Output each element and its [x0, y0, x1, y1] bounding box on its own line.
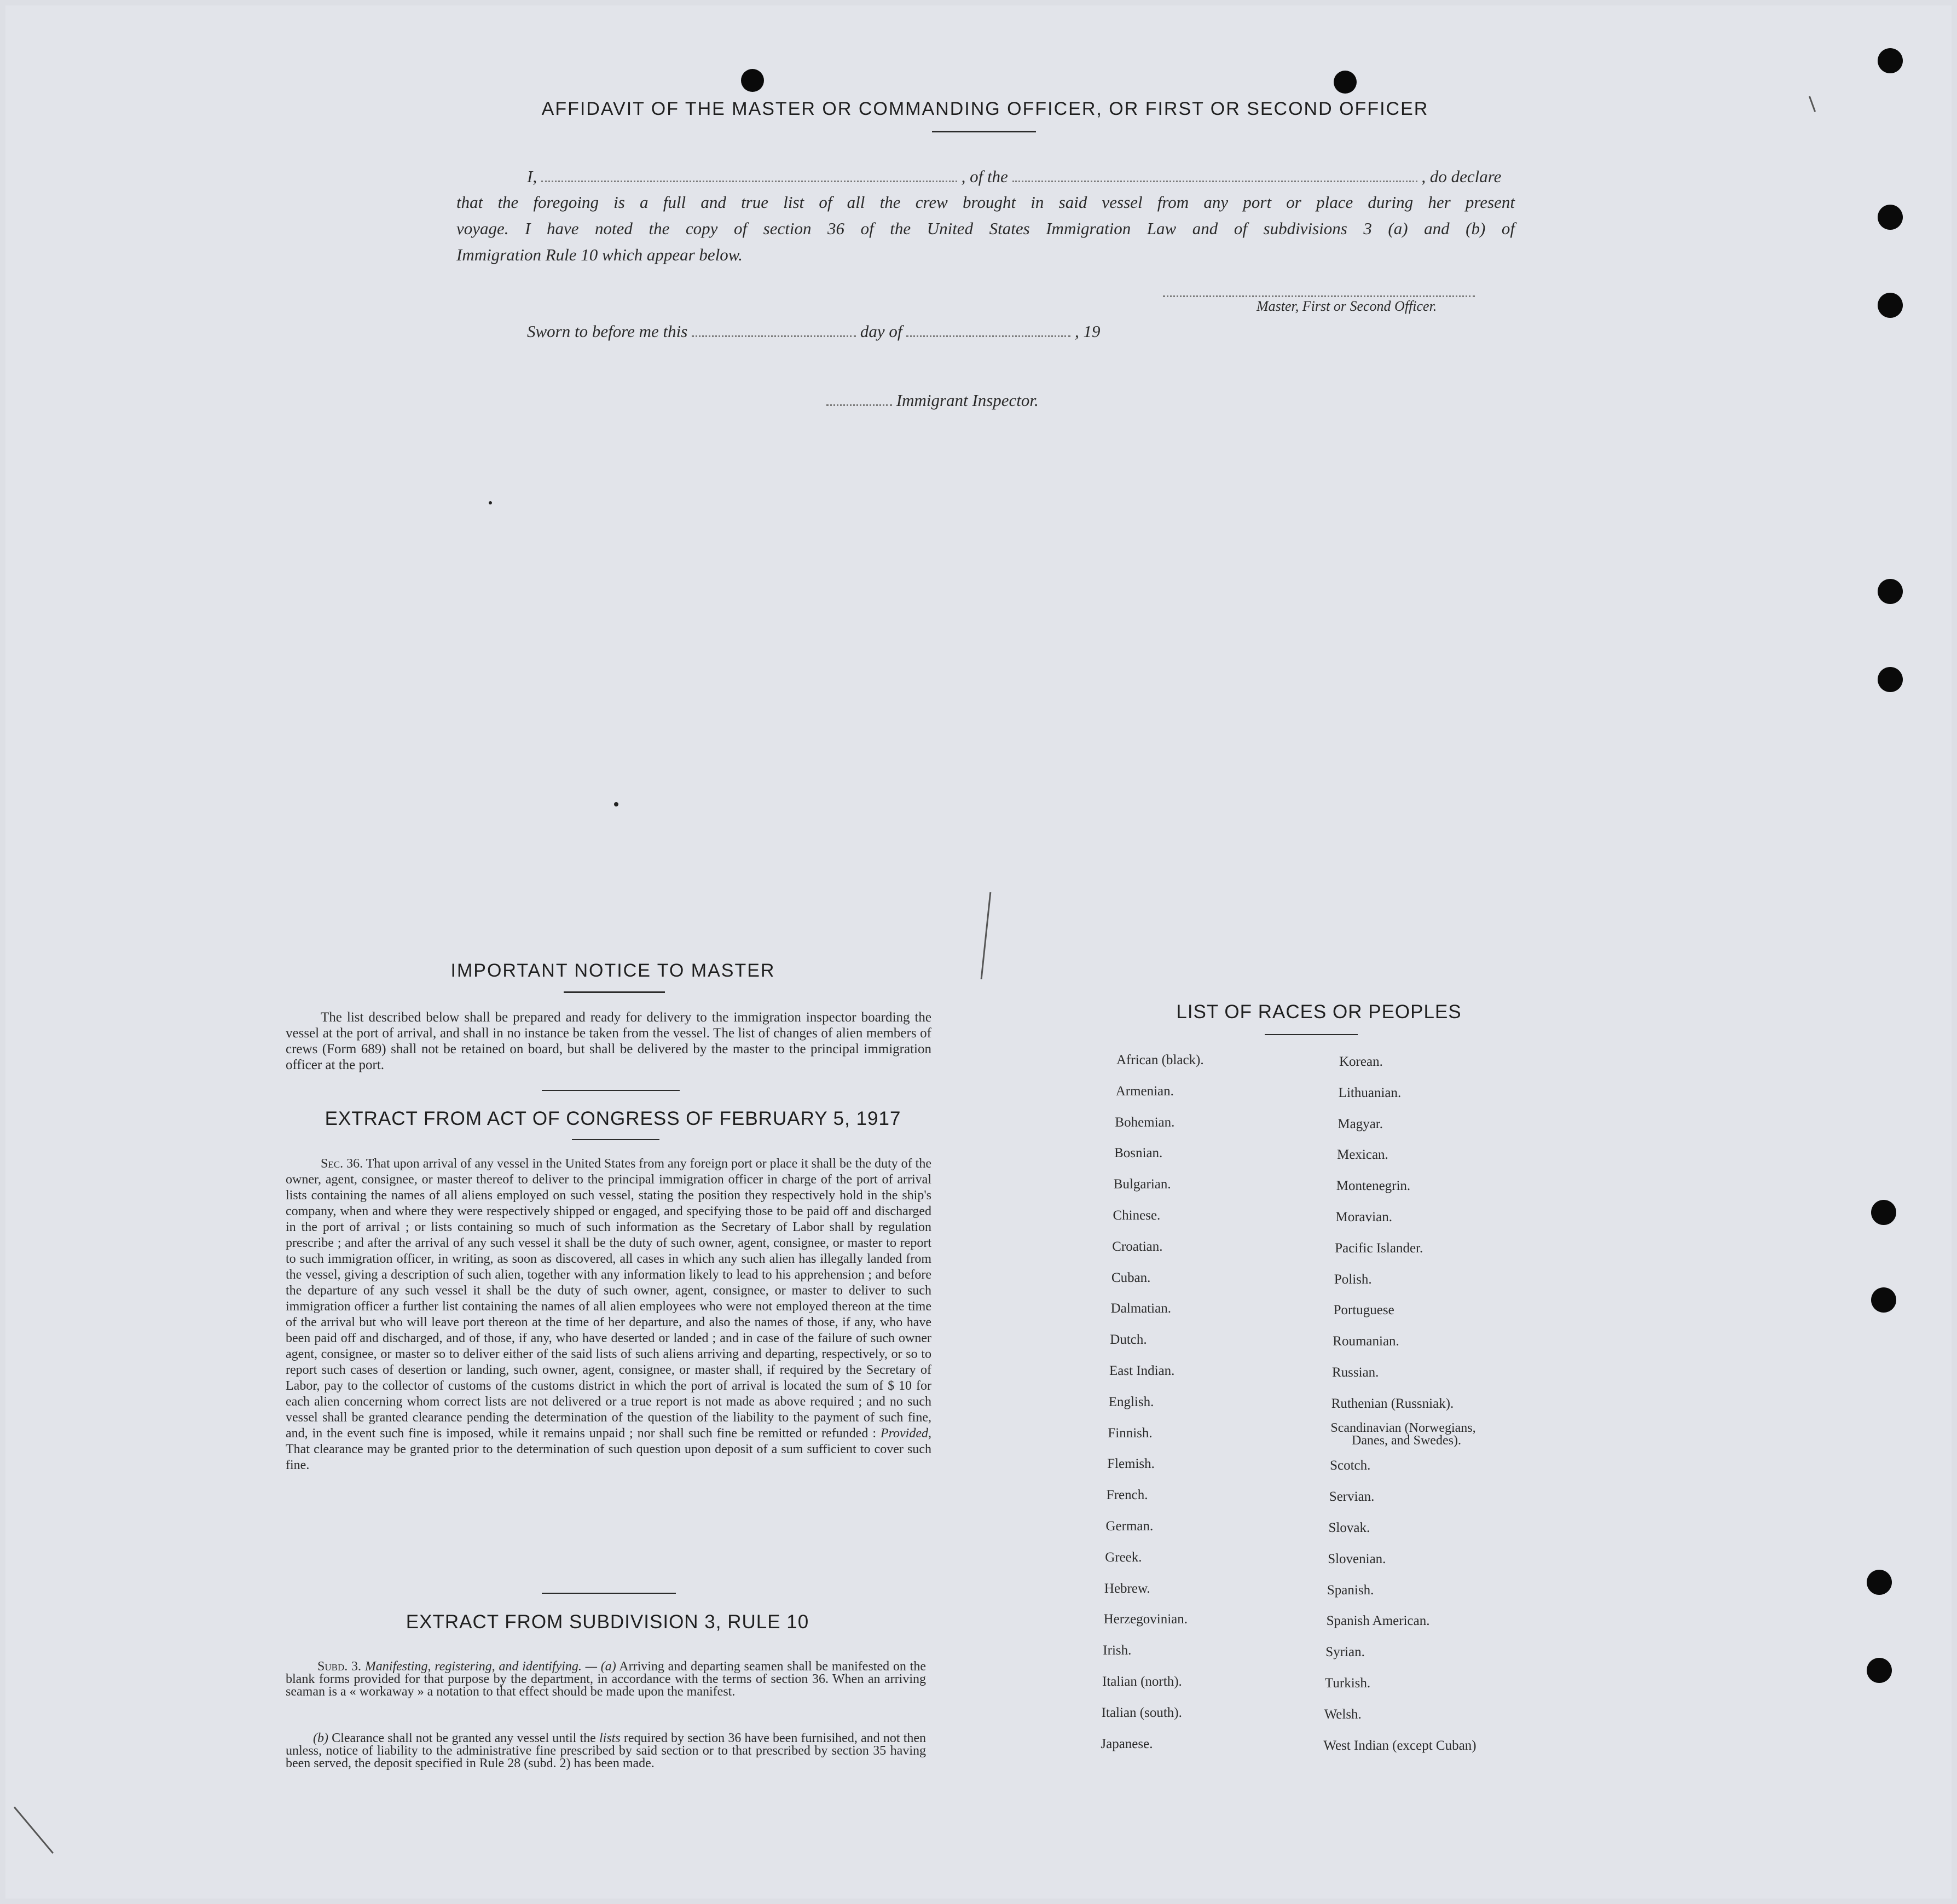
race-item: Cuban. [1111, 1270, 1151, 1285]
race-item-continuation: Danes, and Swedes). [1352, 1433, 1461, 1448]
race-item: Bosnian. [1114, 1146, 1163, 1161]
race-item: Polish. [1334, 1272, 1372, 1287]
punch-hole [741, 69, 764, 92]
punch-hole [1867, 1658, 1892, 1683]
notice-title: IMPORTANT NOTICE TO MASTER [450, 960, 775, 981]
race-item: Syrian. [1325, 1645, 1365, 1660]
race-item: Flemish. [1107, 1456, 1155, 1472]
punch-hole [1878, 579, 1903, 604]
race-item: Scotch. [1330, 1458, 1371, 1473]
race-item: Turkish. [1325, 1676, 1371, 1691]
affidavit-line-2: that the foregoing is a full and true list of all the crew brought in said vessel from any port or place during her present [456, 193, 1515, 212]
punch-hole [1867, 1570, 1892, 1595]
race-item: Spanish. [1327, 1582, 1374, 1598]
race-item: Russian. [1332, 1365, 1379, 1380]
race-item: German. [1105, 1519, 1154, 1534]
punch-hole [1871, 1287, 1896, 1313]
race-item: Welsh. [1324, 1706, 1362, 1722]
punch-hole [1878, 48, 1903, 73]
race-item: Italian (south). [1101, 1705, 1182, 1720]
race-item: African (black). [1116, 1053, 1204, 1067]
race-item: Dutch. [1110, 1332, 1147, 1348]
notice-text: The list described below shall be prepared and ready for delivery to the immigration inspector boarding the vessel at the port of arrival, and shall in no instance be taken from the vessel. The list of changes of alien members of crews (Form 689) shall not be retained on board, but shall be delivered by the master to the principal immigration officer at the port. [286, 1010, 931, 1072]
race-item: Irish. [1103, 1643, 1132, 1658]
race-item: Servian. [1329, 1489, 1375, 1505]
race-item: French. [1106, 1488, 1148, 1503]
race-item: West Indian (except Cuban) [1323, 1738, 1477, 1753]
race-item: English. [1108, 1394, 1154, 1409]
affidavit-line-1: I, , of the , do declare [527, 167, 1502, 186]
race-item: Bulgarian. [1113, 1177, 1171, 1192]
race-item: East Indian. [1109, 1363, 1175, 1378]
rule-text: Subd. 3. Manifesting, registering, and identifying. — (a) Arriving and departing seamen shall be manifested on the blank forms provided for that purpose by the department, in accordance with the terms of section 36. When an arriving seaman is a « workaway » a notation to that effect should be made upon the manifest. [286, 1659, 926, 1699]
punch-hole [1878, 205, 1903, 230]
race-item: Ruthenian (Russniak). [1331, 1396, 1454, 1411]
race-item: Lithuanian. [1338, 1085, 1402, 1100]
race-item: Korean. [1339, 1054, 1383, 1069]
race-item: Montenegrin. [1336, 1179, 1411, 1194]
races-title: LIST OF RACES OR PEOPLES [1176, 1001, 1462, 1023]
punch-hole [1334, 71, 1357, 94]
title-underline [932, 131, 1036, 132]
act-text: Sec. 36. That upon arrival of any vessel in the United States from any foreign port or place it shall be the duty of the owner, agent, consignee, or master thereof to deliver to the principal immigration officer in charge of the port of arrival lists containing the names of all aliens employed on such vessel, stating the position they respectively hold in the ship's company, when and where they were respectively shipped or engaged, and specifying those to be paid off and discharged in the port of arrival ; or lists containing so much of such information as the Secretary of Labor shall by regulation prescribe ; and after the arrival of any such vessel it shall be the duty of such owner, agent, consignee, or master to report to such immigration officer, in writing, as soon as discovered, all cases in which any such alien has illegally landed from the vessel, giving a description of such alien, together with any information likely to lead to his apprehension ; and before the departure of any such vessel it shall be the duty of such owner, agent, consignee, or master to deliver to such immigration officer a further list containing the names of all alien employees who were not employed thereon at the time of the arrival but who will leave port thereon at the time of her departure, and also the names of those, if any, who have been paid off and discharged, and of those, if any, who have deserted or landed ; and in case of the failure of such owner agent, consignee, or master so to deliver either of the said lists of such aliens arriving and departing, respectively, or so to report such cases of desertion or landing, such owner, agent, consignee, or master shall, if required by the Secretary of Labor, pay to the collector of customs of the customs district in which the port of arrival is located the sum of $ 10 for each alien concerning whom correct lists are not delivered or a true report is not made as above required ; and no such vessel shall be granted clearance pending the determination of the question of the liability to the payment of such fine, and, in the event such fine is imposed, while it remains unpaid ; nor shall such fine be remitted or refunded : Provided, That clearance may be granted prior to the determination of such question upon deposit of a sum sufficient to cover such fine. [286, 1157, 932, 1472]
race-item: Italian (north). [1102, 1674, 1182, 1689]
race-item: Herzegovinian. [1103, 1612, 1188, 1627]
act-title: EXTRACT FROM ACT OF CONGRESS OF FEBRUARY 5, 1917 [325, 1108, 901, 1129]
rule-title: EXTRACT FROM SUBDIVISION 3, RULE 10 [406, 1611, 809, 1633]
race-item: Pacific Islander. [1335, 1240, 1423, 1256]
race-item: Moravian. [1335, 1210, 1392, 1224]
name-blank[interactable] [541, 169, 957, 182]
signer-label: Master, First or Second Officer. [1257, 298, 1437, 314]
notice-underline [564, 991, 665, 993]
race-item: Chinese. [1113, 1208, 1161, 1223]
sworn-line: Sworn to before me this day of , 19 [527, 322, 1101, 341]
race-item: Greek. [1105, 1549, 1142, 1565]
race-item: Magyar. [1338, 1116, 1383, 1131]
section-divider [542, 1593, 676, 1594]
race-item: Hebrew. [1104, 1581, 1150, 1596]
race-item: Roumanian. [1333, 1334, 1399, 1349]
race-item: Slovak. [1328, 1520, 1370, 1535]
rule-text-b: (b) Clearance shall not be granted any vessel until the lists required by section 36 have been furnisihed, and not then unless, notice of liability to the administrative fine prescribed by said section or to that prescribed by section 35 having been served, the deposit specified in Rule 28 (subd. 2) has been made. [286, 1731, 927, 1771]
race-item: Finnish. [1108, 1425, 1153, 1441]
race-item: Bohemian. [1115, 1114, 1175, 1130]
affidavit-line-3: voyage. I have noted the copy of section 36 of the United States Immigration Law and of subdivisions 3 (a) and (b) of [456, 219, 1515, 238]
race-item: Armenian. [1115, 1083, 1174, 1099]
inspector-line: Immigrant Inspector. [826, 391, 1039, 410]
signature-blank[interactable] [1163, 283, 1475, 297]
punch-hole [1871, 1200, 1896, 1225]
punch-hole [1878, 667, 1903, 692]
race-item: Japanese. [1101, 1736, 1153, 1751]
race-item: Croatian. [1112, 1239, 1163, 1254]
day-blank[interactable] [692, 323, 856, 337]
section-divider [542, 1090, 680, 1091]
stray-mark [614, 802, 618, 806]
races-underline [1265, 1034, 1358, 1035]
month-blank[interactable] [906, 323, 1070, 337]
race-item: Spanish American. [1326, 1613, 1430, 1629]
race-item: Dalmatian. [1110, 1301, 1171, 1316]
affidavit-line-4: Immigration Rule 10 which appear below. [456, 245, 743, 264]
stray-mark [489, 501, 492, 504]
race-item: Scandinavian (Norwegians, [1330, 1420, 1476, 1435]
race-item: Mexican. [1337, 1147, 1388, 1163]
affidavit-title: AFFIDAVIT OF THE MASTER OR COMMANDING OFFICER, OR FIRST OR SECOND OFFICER [541, 98, 1429, 119]
vessel-blank[interactable] [1012, 169, 1417, 182]
race-item: Slovenian. [1328, 1551, 1386, 1566]
act-underline [572, 1139, 659, 1140]
inspector-blank[interactable] [826, 392, 892, 406]
punch-hole [1878, 293, 1903, 318]
race-item: Portuguese [1333, 1303, 1394, 1318]
